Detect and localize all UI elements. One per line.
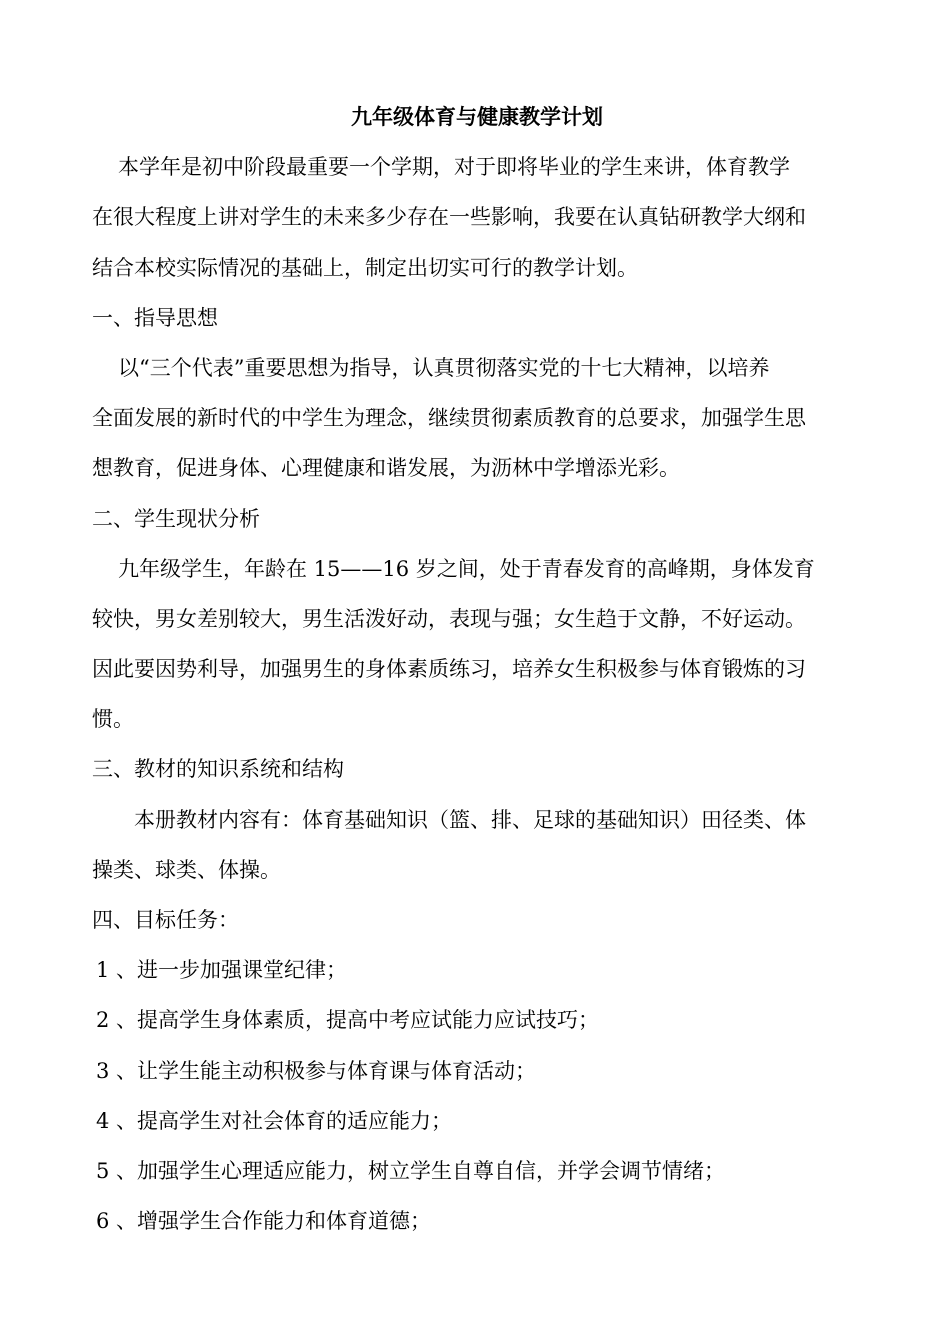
goal-item: 5 、加强学生心理适应能力，树立学生自尊自信，并学会调节情绪； xyxy=(96,1158,726,1183)
document-page xyxy=(92,92,862,1246)
section-heading-goals: 四、目标任务： xyxy=(92,908,239,932)
section-heading-textbook-structure: 三、教材的知识系统和结构 xyxy=(92,757,344,782)
goal-item: 4 、提高学生对社会体育的适应能力； xyxy=(96,1108,453,1133)
paragraph-line: 以“三个代表”重要思想为指导，认真贯彻落实党的十七大精神，以培养 xyxy=(118,355,770,380)
document-title: 九年级体育与健康教学计划 xyxy=(351,104,603,129)
goal-item: 2 、提高学生身体素质，提高中考应试能力应试技巧； xyxy=(96,1008,600,1033)
goal-item: 1 、进一步加强课堂纪律； xyxy=(96,958,348,983)
paragraph-line: 较快，男女差别较大，男生活泼好动，表现与强；女生趋于文静，不好运动。 xyxy=(92,606,806,631)
paragraph-line: 想教育，促进身体、心理健康和谐发展，为沥林中学增添光彩。 xyxy=(92,456,680,481)
section-heading-student-analysis: 二、学生现状分析 xyxy=(92,506,260,531)
goal-item: 3 、让学生能主动积极参与体育课与体育活动； xyxy=(96,1058,537,1083)
paragraph-line: 九年级学生，年龄在 15——16 岁之间，处于青春发育的高峰期，身体发育 xyxy=(118,556,815,581)
intro-line: 在很大程度上讲对学生的未来多少存在一些影响，我要在认真钻研教学大纲和 xyxy=(92,205,806,230)
paragraph-line: 本册教材内容有：体育基础知识（篮、排、足球的基础知识）田径类、体 xyxy=(134,807,806,832)
intro-line: 结合本校实际情况的基础上，制定出切实可行的教学计划。 xyxy=(92,255,638,280)
paragraph-line: 操类、球类、体操。 xyxy=(92,857,281,882)
paragraph-line: 惯。 xyxy=(92,707,134,732)
intro-line: 本学年是初中阶段最重要一个学期，对于即将毕业的学生来讲，体育教学 xyxy=(118,155,790,180)
paragraph-line: 全面发展的新时代的中学生为理念，继续贯彻素质教育的总要求，加强学生思 xyxy=(92,406,806,431)
goal-item: 6 、增强学生合作能力和体育道德； xyxy=(96,1209,432,1234)
section-heading-guiding-ideology: 一、指导思想 xyxy=(92,305,218,330)
paragraph-line: 因此要因势利导，加强男生的身体素质练习，培养女生积极参与体育锻炼的习 xyxy=(92,657,806,682)
